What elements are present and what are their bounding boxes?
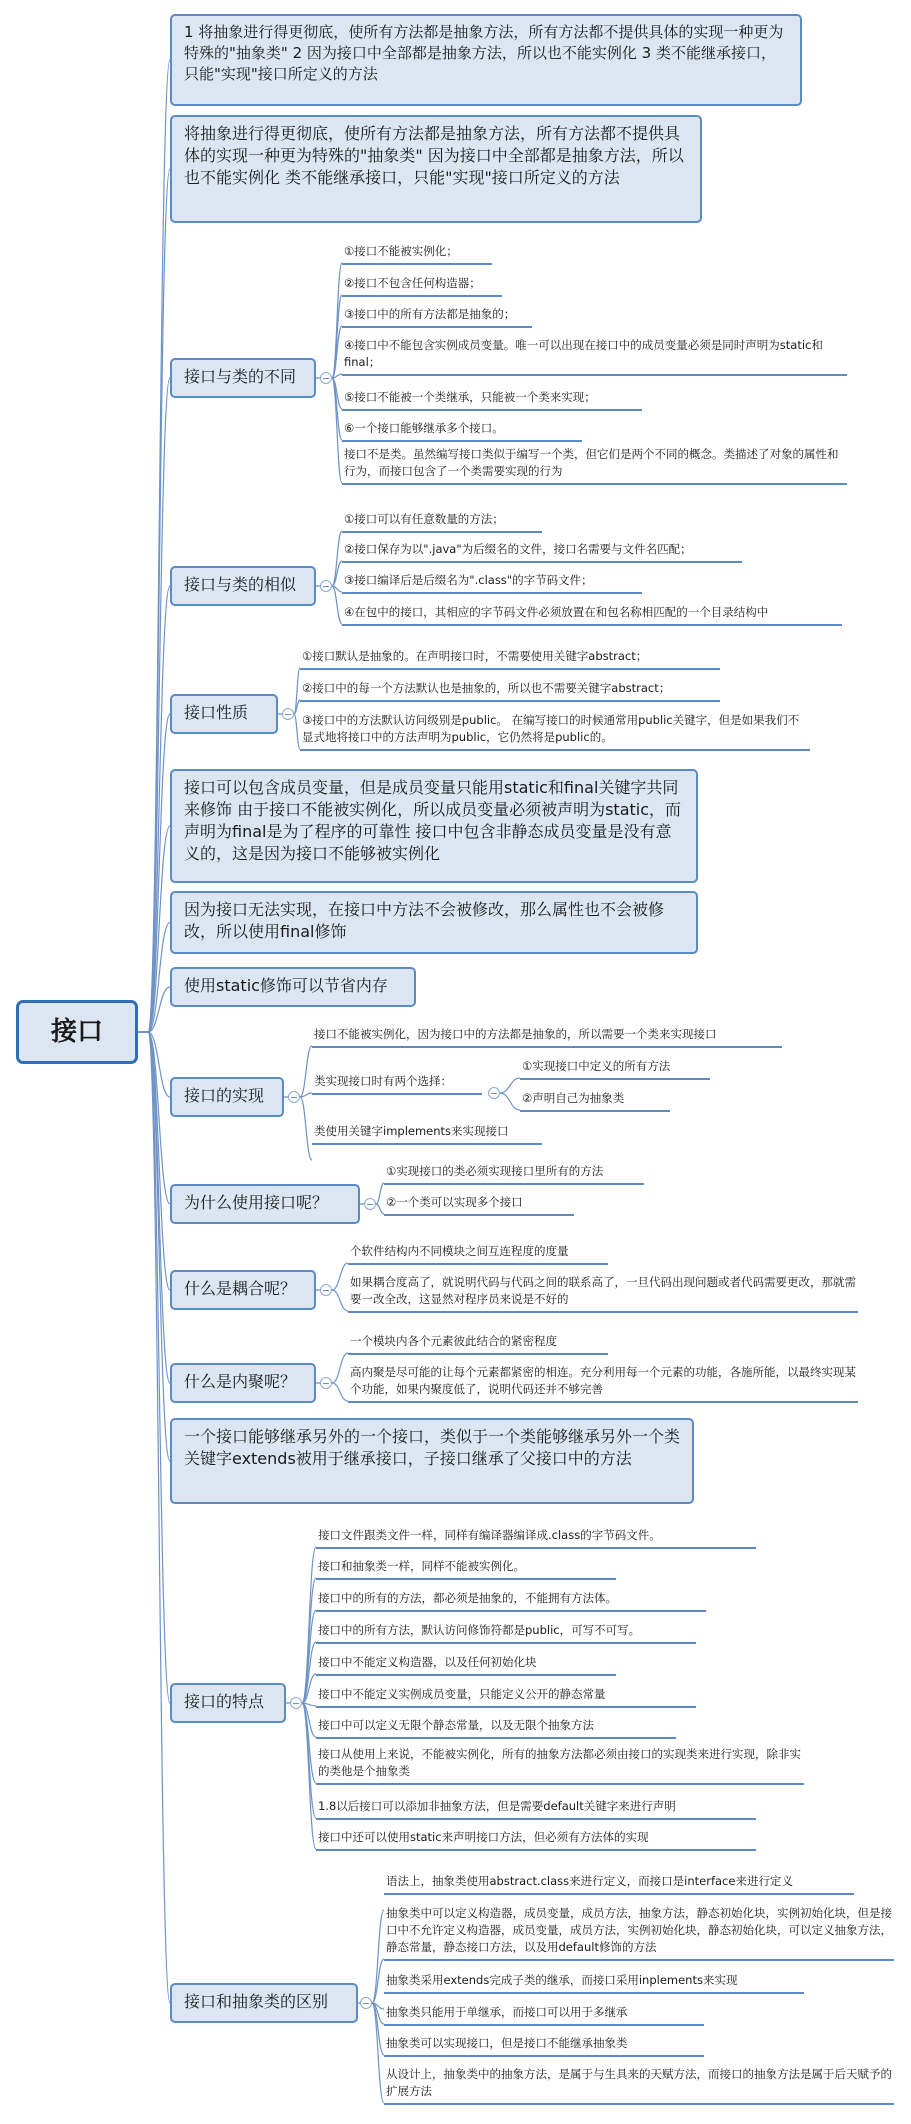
leaf-text[interactable]: 类使用关键字implements来实现接口 (312, 1123, 542, 1145)
sub-leaf-text[interactable]: ②声明自己为抽象类 (520, 1090, 670, 1112)
leaf-connector (300, 1097, 312, 1160)
collapse-toggle-icon[interactable] (290, 1697, 302, 1709)
collapse-toggle-icon[interactable] (320, 372, 332, 384)
leaf-connector (302, 1578, 316, 1703)
leaf-text[interactable]: 抽象类采用extends完成子类的继承，而接口采用inplements来实现 (384, 1972, 804, 1994)
leaf-text[interactable]: 接口不能被实例化，因为接口中的方法都是抽象的，所以需要一个类来实现接口 (312, 1026, 782, 1048)
leaf-text[interactable]: ②接口保存为以".java"为后缀名的文件，接口名需要与文件名匹配； (342, 541, 742, 563)
collapse-toggle-icon[interactable] (288, 1091, 300, 1103)
leaf-text[interactable]: 抽象类只能用于单继承，而接口可以用于多继承 (384, 2004, 704, 2026)
leaf-text[interactable]: ⑤接口不能被一个类继承，只能被一个类来实现； (342, 389, 642, 411)
leaf-text[interactable]: 如果耦合度高了，就说明代码与代码之间的联系高了，一旦代码出现问题或者代码需要更改，那就需要一改全改，这显然对程序员来说是不好的 (348, 1274, 858, 1313)
leaf-text[interactable]: 接口中可以定义无限个静态常量，以及无限个抽象方法 (316, 1717, 676, 1739)
branch-node-2[interactable]: 将抽象进行得更彻底，使所有方法都是抽象方法，所有方法都不提供具体的实现一种更为特殊的"抽象类" 因为接口中全部都是抽象方法，所以也不能实例化 类不能继承接口，只能"实现"接口所定义的方法 (170, 115, 702, 223)
collapse-toggle-icon[interactable] (320, 1377, 332, 1389)
leaf-text[interactable]: 个软件结构内不同模块之间互连程度的度量 (348, 1243, 608, 1265)
leaf-text[interactable]: 类实现接口时有两个选择： (312, 1073, 482, 1095)
branch-node-4[interactable]: 接口与类的相似 (170, 566, 316, 606)
leaf-text[interactable]: 接口中不能定义构造器，以及任何初始化块 (316, 1654, 616, 1676)
leaf-connector (332, 1263, 348, 1290)
leaf-text[interactable]: ④接口中不能包含实例成员变量。唯一可以出现在接口中的成员变量必须是同时声明为static和final； (342, 337, 847, 376)
leaf-connector (332, 531, 342, 586)
leaf-connector (332, 1353, 348, 1383)
leaf-text[interactable]: ③接口中的所有方法都是抽象的； (342, 306, 532, 328)
leaf-text[interactable]: 高内聚是尽可能的让每个元素都紧密的相连。充分利用每一个元素的功能，各施所能，以最终实现某个功能，如果内聚度低了，说明代码还并不够完善 (348, 1364, 858, 1403)
leaf-connector (376, 1183, 384, 1204)
leaf-text[interactable]: 语法上，抽象类使用abstract.class来进行定义，而接口是interface来进行定义 (384, 1873, 854, 1895)
branch-connector-12 (148, 1032, 170, 1383)
leaf-text[interactable]: ⑥一个接口能够继承多个接口。 (342, 420, 582, 442)
leaf-connector (332, 1383, 348, 1401)
leaf-text[interactable]: 一个模块内各个元素彼此结合的紧密程度 (348, 1333, 608, 1355)
leaf-text[interactable]: 接口中的所有的方法，都必须是抽象的，不能拥有方法体。 (316, 1590, 706, 1612)
leaf-text[interactable]: ①接口可以有任意数量的方法； (342, 511, 542, 533)
branch-connector-5 (148, 714, 170, 1032)
branch-node-1[interactable]: 1 将抽象进行得更彻底，使所有方法都是抽象方法，所有方法都不提供具体的实现一种更为特殊的"抽象类" 2 因为接口中全部都是抽象方法，所以也不能实例化 3 类不能继承接口，只能"实现"接口所定义的方法 (170, 14, 802, 106)
leaf-text[interactable]: 接口文件跟类文件一样，同样有编译器编译成.class的字节码文件。 (316, 1527, 756, 1549)
branch-node-14[interactable]: 接口的特点 (170, 1683, 286, 1723)
collapse-toggle-icon[interactable] (488, 1087, 500, 1099)
leaf-text[interactable]: 抽象类中可以定义构造器，成员变量，成员方法，抽象方法，静态初始化块，实例初始化块，但是接口中不允许定义构造器，成员变量，成员方法，实例初始化块，静态初始化块，可以定义抽象方法，静态常量，静态接口方法，以及用default修饰的方法 (384, 1905, 894, 1961)
leaf-text[interactable]: 从设计上，抽象类中的抽象方法，是属于与生具来的天赋方法，而接口的抽象方法是属于后天赋予的扩展方法 (384, 2066, 894, 2105)
collapse-toggle-icon[interactable] (282, 708, 294, 720)
leaf-connector (302, 1547, 316, 1703)
branch-node-8[interactable]: 使用static修饰可以节省内存 (170, 967, 416, 1007)
sub-leaf-text[interactable]: ①实现接口中定义的所有方法 (520, 1058, 710, 1080)
root-node[interactable]: 接口 (16, 1000, 138, 1064)
leaf-connector (332, 263, 342, 378)
branch-node-13[interactable]: 一个接口能够继承另外的一个接口，类似于一个类能够继承另外一个类 关键字extends被用于继承接口，子接口继承了父接口中的方法 (170, 1418, 694, 1504)
leaf-text[interactable]: ①接口默认是抽象的。在声明接口时，不需要使用关键字abstract； (300, 648, 720, 670)
branch-node-10[interactable]: 为什么使用接口呢？ (170, 1184, 360, 1224)
collapse-toggle-icon[interactable] (364, 1198, 376, 1210)
collapse-toggle-icon[interactable] (320, 1284, 332, 1296)
branch-node-15[interactable]: 接口和抽象类的区别 (170, 1983, 358, 2023)
branch-node-3[interactable]: 接口与类的不同 (170, 358, 316, 398)
leaf-text[interactable]: ③接口编译后是后缀名为".class"的字节码文件； (342, 572, 642, 594)
leaf-text[interactable]: 接口中的所有方法，默认访问修饰符都是public，可写不可写。 (316, 1622, 696, 1644)
leaf-text[interactable]: ②接口不包含任何构造器； (342, 275, 502, 297)
branch-connector-4 (148, 586, 170, 1032)
sub-leaf-connector (500, 1093, 520, 1110)
branch-node-9[interactable]: 接口的实现 (170, 1077, 284, 1117)
branch-node-6[interactable]: 接口可以包含成员变量，但是成员变量只能用static和final关键字共同来修饰 由于接口不能被实例化，所以成员变量必须被声明为static，而声明为final是为了程序的可靠性 接口中包含非静态成员变量是没有意义的，这是因为接口不能够被实例化 (170, 769, 698, 883)
leaf-text[interactable]: 接口中还可以使用static来声明接口方法，但必须有方法体的实现 (316, 1829, 756, 1851)
leaf-text[interactable]: 抽象类可以实现接口，但是接口不能继承抽象类 (384, 2035, 704, 2057)
leaf-text[interactable]: 1.8以后接口可以添加非抽象方法，但是需要default关键字来进行声明 (316, 1798, 756, 1820)
leaf-text[interactable]: 接口和抽象类一样，同样不能被实例化。 (316, 1558, 616, 1580)
leaf-text[interactable]: 接口不是类。虽然编写接口类似于编写一个类，但它们是两个不同的概念。类描述了对象的属性和行为，而接口包含了一个类需要实现的行为 (342, 446, 847, 485)
leaf-connector (302, 1703, 316, 1849)
leaf-text[interactable]: ②接口中的每一个方法默认也是抽象的，所以也不需要关键字abstract； (300, 680, 720, 702)
branch-connector-15 (148, 1032, 170, 2003)
branch-node-11[interactable]: 什么是耦合呢？ (170, 1270, 316, 1310)
leaf-text[interactable]: 接口中不能定义实例成员变量，只能定义公开的静态常量 (316, 1686, 696, 1708)
leaf-connector (376, 1204, 384, 1214)
sub-leaf-connector (500, 1078, 520, 1093)
collapse-toggle-icon[interactable] (360, 1997, 372, 2009)
branch-node-12[interactable]: 什么是内聚呢？ (170, 1363, 316, 1403)
leaf-connector (300, 1046, 312, 1097)
leaf-text[interactable]: ④在包中的接口，其相应的字节码文件必须放置在和包名称相匹配的一个目录结构中 (342, 604, 842, 626)
leaf-text[interactable]: 接口从使用上来说，不能被实例化，所有的抽象方法都必须由接口的实现类来进行实现，除非实的类他是个抽象类 (316, 1746, 804, 1785)
leaf-connector (372, 1910, 384, 2003)
collapse-toggle-icon[interactable] (320, 580, 332, 592)
leaf-text[interactable]: ①接口不能被实例化； (342, 243, 492, 265)
leaf-text[interactable]: ②一个类可以实现多个接口 (384, 1194, 574, 1216)
leaf-connector (332, 1290, 348, 1311)
branch-node-5[interactable]: 接口性质 (170, 694, 278, 734)
branch-node-7[interactable]: 因为接口无法实现，在接口中方法不会被修改，那么属性也不会被修改，所以使用final修饰 (170, 891, 698, 954)
leaf-text[interactable]: ①实现接口的类必须实现接口里所有的方法 (384, 1163, 644, 1185)
leaf-connector (372, 1959, 384, 2003)
leaf-text[interactable]: ③接口中的方法默认访问级别是public。 在编写接口的时候通常用public关键字，但是如果我们不显式地将接口中的方法声明为public，它仍然将是public的。 (300, 712, 810, 751)
